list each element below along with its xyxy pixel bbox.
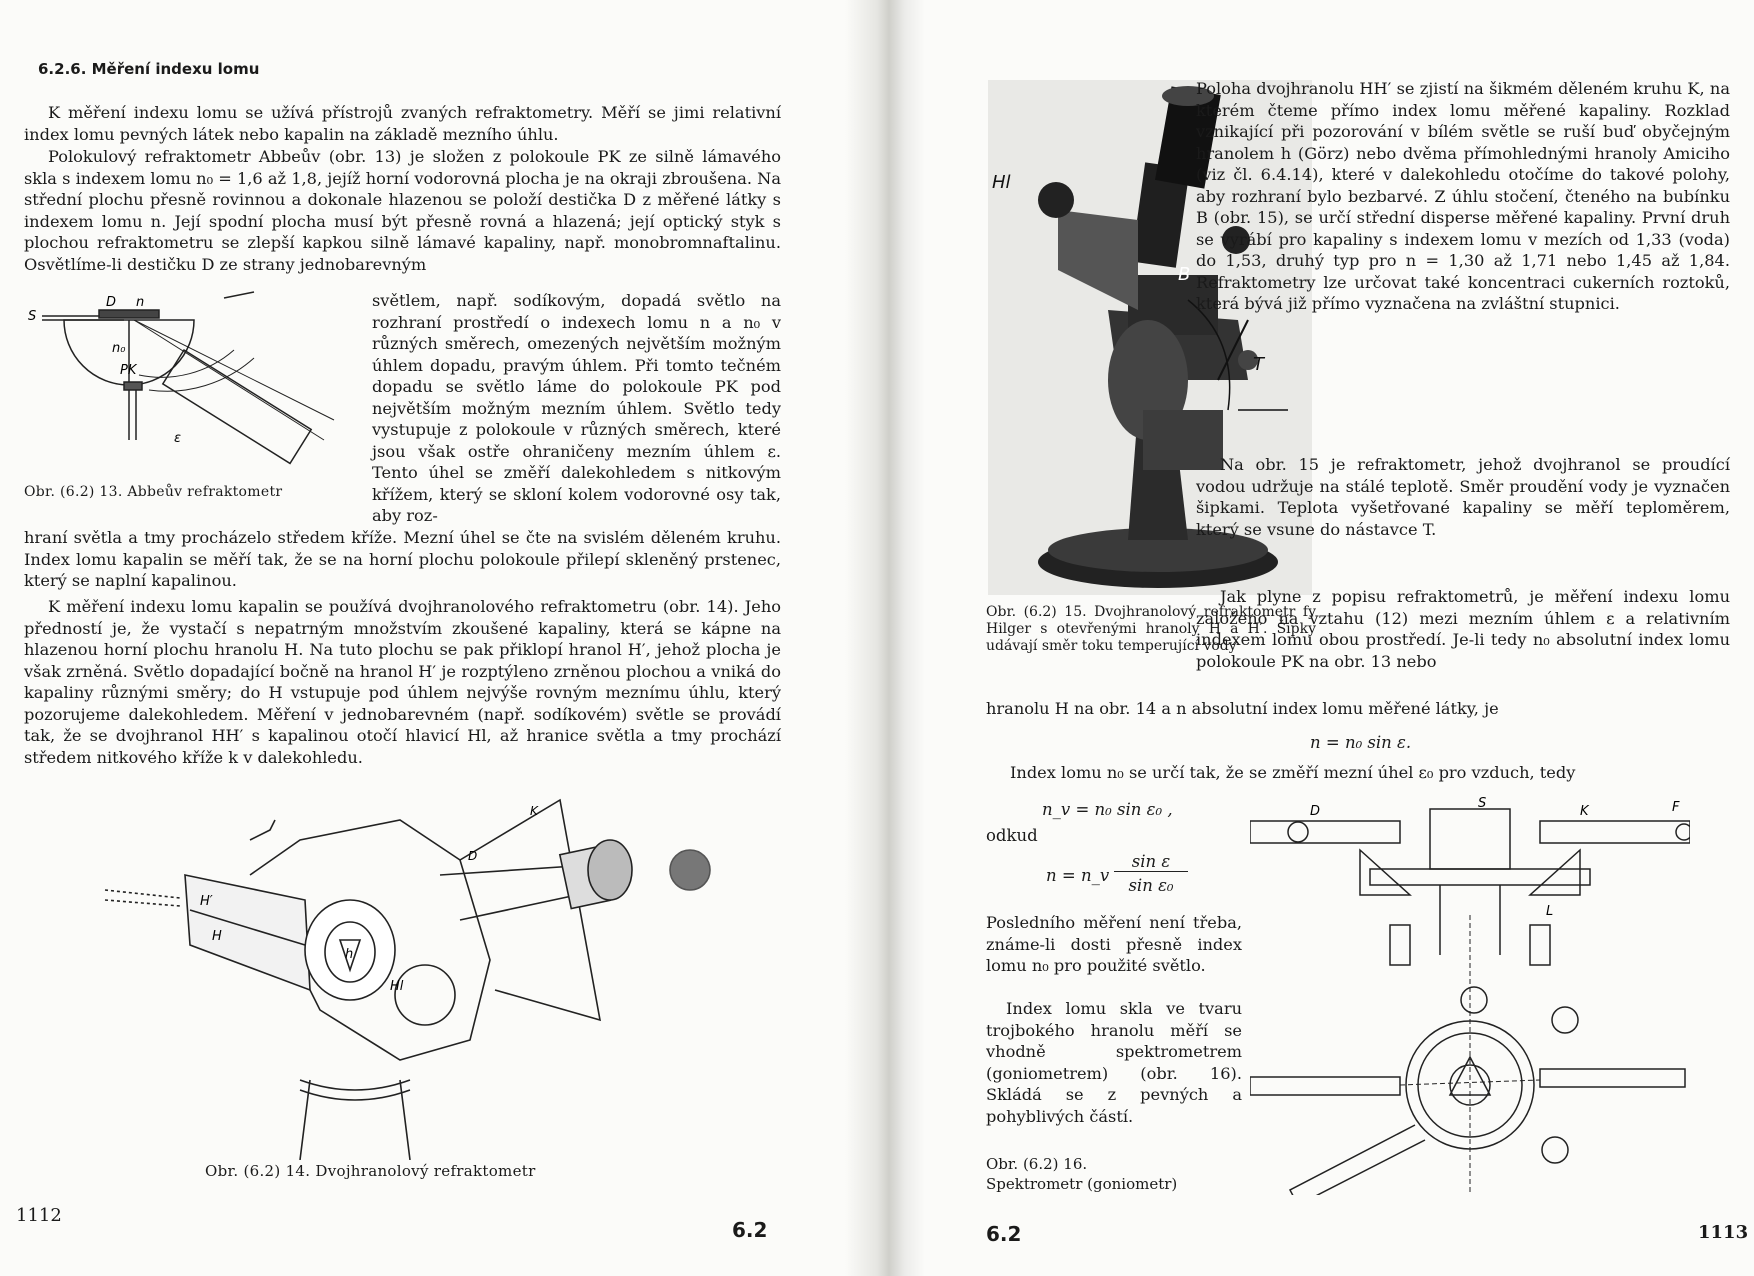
fig16-label-d: D — [1310, 804, 1321, 819]
paragraph-abbe-b: světlem, např. sodíkovým, dopadá světlo na rozhraní prostředí o indexech lomu n a n₀ v různých směrech, omezených největším možným úhlem dopadu, pravým úhlem. Při tomto tečném dopadu se světlo láme do polokoule PK pod největším možným mezním úhlem. Světlo tedy vystupuje z polokoule v různých směrech, které jsou však ostře ohraničeny mezním úhlem ε. Tento úhel se změří dalekohledem s nitkovým křížem, který se skloní kolem vodorovné osy tak, aby roz- — [372, 291, 781, 525]
figure-14-caption: Obr. (6.2) 14. Dvojhranolový refraktometr — [205, 1162, 536, 1180]
fig13-label-epsilon: ε — [174, 431, 182, 446]
paragraph-dvojhranol: K měření indexu lomu kapalin se používá dvojhranolového refraktometru (obr. 14). Jeho předností je, že vystačí s nepatrným množstvím zkoušené kapaliny, která se kápne na hlazenou horní plochu hranolu H. Na tuto plochu se pak přiklopí hranol H′, jehož plocha je však zrněná. Světlo dopadající bočně na hranol H′ je rozptýleno zrněnou plochou a vniká do kapaliny různými směry; do H vstupuje pod úhlem nejvýše rovným meznímu úhlu, který pozorujeme dalekohledem. Měření v jednobarevném (např. sodíkovém) světle se provádí tak, že se dvojhranol HH′ s kapalinou otočí hlavicí Hl, až hranice světla a tmy prochází středem nitkového kříže k v dalekohledu. — [24, 597, 781, 767]
equation-ratio-lhs: n = n_v — [1046, 866, 1110, 885]
fig13-label-n: n — [136, 295, 145, 310]
section-title: 6.2.6. Měření indexu lomu — [38, 60, 260, 78]
section-footer-left: 6.2 — [732, 1218, 768, 1242]
figure-16-caption-title: Spektrometr (goniometr) — [986, 1175, 1178, 1193]
fig15-label-t: T — [1253, 354, 1264, 375]
page-number-right: 1113 — [1698, 1222, 1749, 1243]
paragraph-abbe-c: hraní světla a tmy procházelo středem kříže. Mezní úhel se čte na svislém děleném kruhu. Index lomu kapalin se měří tak, že se na horní plochu polokoule přilepí skleněný prstenec, který se naplní kapalinou. — [24, 528, 781, 590]
fig14-label-h: H — [212, 929, 222, 944]
fig14-label-small-h: h — [345, 947, 354, 962]
right-page — [920, 0, 1754, 1276]
paragraph-poloha: Poloha dvojhranolu HH′ se zjistí na šikmém děleném kruhu K, na kterém čteme přímo index lomu měřené kapaliny. Rozklad vznikající při pozorování v bílém světle se ruší buď obyčejným hranolem h (Görz) nebo dvěma přímohlednými hranoly Amiciho (viz čl. 6.4.14), které v dalekohledu otočíme do takové polohy, aby rozhraní bylo bezbarvé. Z úhlu stočení, čteného na bubínku B (obr. 15), se určí střední disperse měřené kapaliny. První druh se vyrábí pro kapaliny s indexem lomu v mezích od 1,33 (voda) do 1,53, druhý typ pro n = 1,30 až 1,71 nebo 1,45 až 1,84. Refraktometry lze určovat také koncentraci cukerních roztoků, která bývá již přímo vyznačena na zvláštní stupnici. — [1196, 79, 1730, 313]
page-number-left: 1112 — [16, 1205, 62, 1226]
fig13-label-d: D — [106, 295, 117, 310]
paragraph-spektrometr: Index lomu skla ve tvaru trojbokého hranolu měří se vhodně spektrometrem (goniometrem) (obr. 16). Skládá se z pevných a pohyblivých částí. — [986, 999, 1242, 1126]
paragraph-abbe-a: Polokulový refraktometr Abbeův (obr. 13) je složen z polokoule PK ze silně lámavého skla s indexem lomu n₀ = 1,6 až 1,8, jejíž horní vodorovná plocha je na okraji zbroušena. Na střední plochu přesně rovinnou a dokonale hlazenou se položí destička D z měřené látky s indexem lomu n. Její spodní plocha musí být přesně rovná a hlazená; její optický styk s plochou refraktometru se zlepší kapkou silně lámavé kapaliny, např. monobromnaftalinu. Osvětlíme-li destičku D ze strany jednobarevným — [24, 147, 781, 274]
figure-13-caption: Obr. (6.2) 13. Abbeův refraktometr — [24, 484, 283, 500]
fig16-label-k: K — [1580, 804, 1589, 819]
figure-16-spectrometer — [1250, 795, 1690, 1195]
fig16-label-l: L — [1546, 904, 1554, 919]
paragraph-posledniho: Posledního měření není třeba, známe-li dosti přesně index lomu n₀ pro použité světlo. — [986, 913, 1242, 975]
fig13-label-n0: n₀ — [112, 341, 126, 356]
section-footer-right: 6.2 — [986, 1222, 1022, 1246]
equation-ratio-numerator: sin ε — [1114, 852, 1188, 872]
fig14-label-d: D — [468, 849, 478, 863]
figure-13-abbe-refractometer — [24, 290, 364, 470]
paragraph-refraktometry: K měření indexu lomu se užívá přístrojů zvaných refraktometry. Měří se jimi relativní index lomu pevných látek nebo kapalin na základě mezního úhlu. — [24, 103, 781, 144]
word-odkud: odkud — [986, 826, 1038, 845]
fig14-label-hl: Hl — [390, 979, 404, 994]
fig13-label-pk: PK — [120, 363, 137, 378]
fig13-label-s: S — [28, 309, 37, 324]
fig14-label-h-prime: H′ — [200, 894, 213, 909]
paragraph-obr15: Na obr. 15 je refraktometr, jehož dvojhranol se proudící vodou udržuje na stálé teplotě. Směr proudění vody je vyznačen šipkami. Teplota vyšetřované kapaliny se měří teploměrem, který se vsune do nástavce T. — [1196, 455, 1730, 539]
figure-16-caption-number: Obr. (6.2) 16. — [986, 1155, 1088, 1173]
fig15-label-hl: Hl — [992, 172, 1011, 193]
fig15-label-b: B — [1178, 264, 1191, 285]
figure-14-dual-prism-refractometer — [100, 780, 740, 1160]
paragraph-index-lomu: Index lomu n₀ se určí tak, že se změří mezní úhel ε₀ pro vzduch, tedy — [1010, 763, 1576, 782]
equation-n: n = n₀ sin ε. — [1310, 733, 1412, 752]
figure-15-caption: Obr. (6.2) 15. Dvojhranolový refraktometr fy Hilger s otevřenými hranoly H a H′. Šipky udávají směr toku temperující vody — [986, 604, 1316, 654]
equation-ratio-denominator: sin ε₀ — [1128, 876, 1174, 895]
paragraph-jak-plyne-a: Jak plyne z popisu refraktometrů, je měření indexu lomu založeno na vztahu (12) mezi mezním úhlem ε a relativním indexem lomu obou prostředí. Je-li tedy n₀ absolutní index lomu polokoule PK na obr. 13 nebo — [1196, 587, 1730, 671]
equation-nv: n_v = n₀ sin ε₀ , — [1042, 800, 1173, 819]
paragraph-jak-plyne-b: hranolu H na obr. 14 a n absolutní index lomu měřené látky, je — [986, 699, 1499, 718]
fig16-label-s: S — [1478, 796, 1487, 811]
left-page — [0, 0, 860, 1276]
fig14-label-k: K — [530, 804, 538, 818]
fig16-label-f: F — [1672, 800, 1680, 815]
